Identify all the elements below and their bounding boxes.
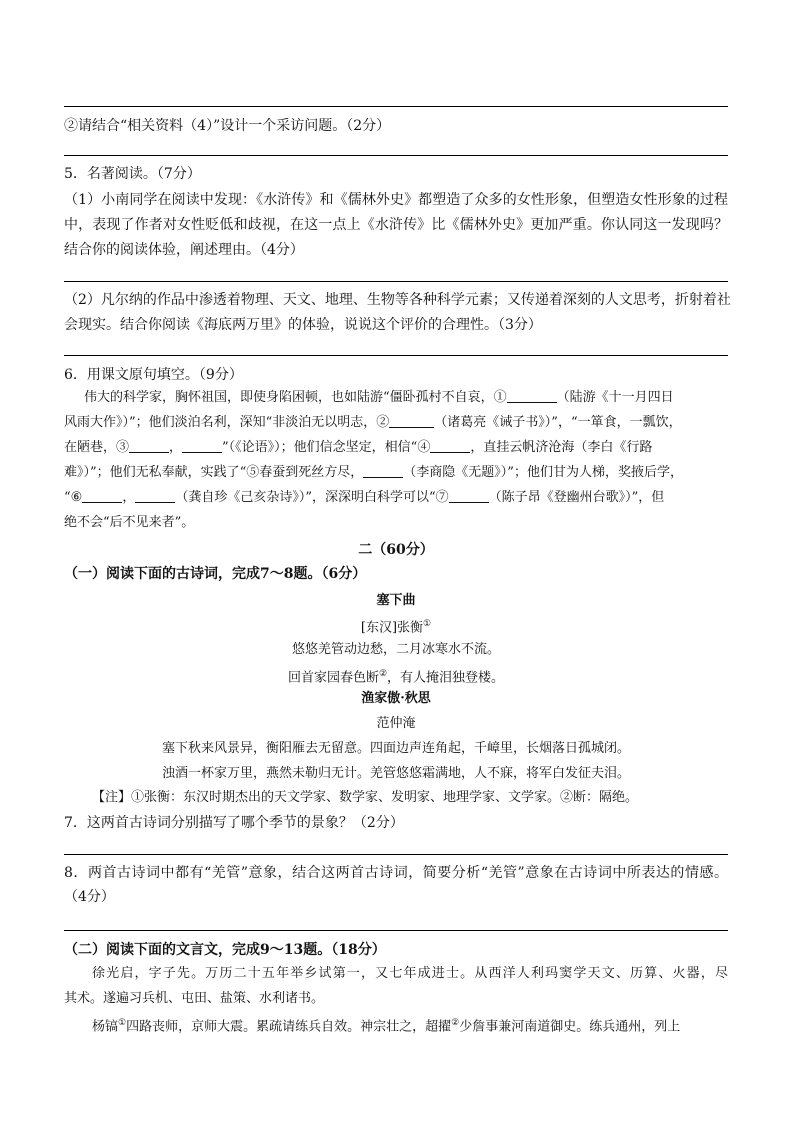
fill-blank-2[interactable] (389, 413, 434, 428)
q5-p1-line: （1）小南同学在阅读中发现：《水浒传》和《儒林外史》都塑造了众多的女性形象，但塑造女性形象的过程 (64, 192, 728, 208)
answer-line (64, 355, 728, 356)
poem-text: 回首家园春色断 (287, 670, 379, 686)
q7: 7．这两首古诗词分别描写了哪个季节的景象？（2分） (64, 815, 404, 831)
footnote-marker: ② (378, 669, 388, 679)
fill-blank-5[interactable] (363, 463, 403, 478)
answer-line (64, 106, 728, 107)
classical-text: 四路丧师，京师大震。累疏请练兵自效。神宗壮之，超擢 (126, 1019, 452, 1035)
fill-blank-3b[interactable] (182, 438, 222, 453)
poem2-line: 塞下秋来风景异，衡阳雁去无留意。四面边声连角起，千嶂里，长烟落日孤城闭。 (161, 741, 630, 756)
q6-fill-line (64, 410, 728, 435)
answer-line (64, 930, 728, 931)
footnote-marker: ① (118, 1018, 127, 1028)
q6-text: “⑥ (64, 490, 83, 505)
q8-line: （4分） (64, 889, 115, 905)
q5-title: 5．名著阅读。（7分） (64, 166, 201, 182)
classical-text: 杨镐 (92, 1019, 119, 1035)
q6-text: ”（《论语》）；他们信念坚定，相信“④ (222, 440, 431, 455)
q6-title: 6．用课文原句填空。（9分） (64, 367, 243, 383)
poem1-line: 悠悠羌管动边愁，二月冰寒水不流。 (291, 642, 500, 657)
answer-line (64, 281, 728, 282)
fill-blank-1[interactable] (507, 388, 557, 403)
q6-text: （李商隐《无题》）”；他们甘为人梯，奖掖后学， (403, 465, 683, 480)
q6-text: （陈子昂《登幽州台歌》）”，但 (488, 490, 665, 505)
answer-line (64, 155, 728, 156)
q6-fill-line (64, 460, 728, 485)
poem-text: ，有人掩泪独登楼。 (387, 670, 505, 686)
classical-text: 少詹事兼河南道御史。练兵通州，列上 (459, 1019, 681, 1035)
footnote-marker: ① (423, 619, 432, 629)
part1-heading: （一）阅读下面的古诗词，完成7～8题。（6分） (64, 566, 367, 582)
poem2-line: 浊酒一杯家万里，燕然未勒归无计。羌管悠悠霜满地，人不寐，将军白发征夫泪。 (161, 766, 630, 781)
poem2-author: 范仲淹 (376, 716, 416, 731)
q6-text: 在陋巷，③ (64, 440, 130, 455)
classical-text-line: 徐光启，字子先。万历二十五年举乡试第一，又七年成进士。从西洋人利玛窦学天文、历算、火器，尽 (92, 966, 728, 981)
q6-text: ， (122, 490, 136, 505)
q4-sub2: ②请结合“相关资料（4）”设计一个采访问题。（2分） (64, 118, 391, 134)
q5-p1-line: 结合你的阅读体验，阐述理由。（4分） (64, 242, 304, 258)
q5-p1-line: 中，表现了作者对女性贬低和歧视，在这一点上《水浒传》比《儒林外史》更加严重。你认同这一发现吗？ (64, 217, 728, 233)
q6-text: ，直挂云帆济沧海（李白《行路 (470, 440, 653, 455)
fill-blank-7[interactable] (449, 488, 489, 503)
q6-text: 难》）”；他们无私奉献，实践了“⑤春蚕到死丝方尽， (64, 465, 364, 480)
poem-author: [东汉]张衡 (360, 620, 424, 636)
footnote-marker: ② (451, 1018, 460, 1028)
q6-text: 伟大的科学家，胸怀祖国，即使身陷困顿，也如陆游“僵卧孤村不自哀，① (84, 390, 507, 405)
fill-blank-3a[interactable] (129, 438, 169, 453)
poem1-title: 塞下曲 (376, 593, 416, 608)
q6-fill-line (64, 485, 728, 510)
q6-text: （陆游《十一月四日 (556, 390, 674, 405)
q6-fill-line (64, 435, 728, 460)
poem-notes: 【注】①张衡：东汉时期杰出的天文学家、数学家、发明家、地理学家、文学家。②断：隔绝。 (92, 790, 639, 805)
q6-text: （龚自珍《己亥杂诗》）”，深深明白科学可以“⑦ (175, 490, 449, 505)
q6-fill-line (84, 385, 728, 410)
section-heading: 二（60分） (358, 542, 434, 558)
q8-line: 8．两首古诗词中都有“羌管”意象，结合这两首古诗词，简要分析“羌管”意象在古诗词中所表达的情感。 (64, 865, 728, 881)
classical-text-line (92, 1011, 728, 1039)
fill-blank-6b[interactable] (135, 488, 175, 503)
q6-text: （诸葛亮《诫子书》）”，“一箪食，一瓢饮， (434, 415, 682, 430)
fill-blank-4[interactable] (430, 438, 470, 453)
answer-line (64, 854, 728, 855)
classical-text-line: 其术。遂遍习兵机、屯田、盐策、水利诸书。 (64, 991, 325, 1006)
q6-text: 风雨大作》）”；他们淡泊名利，深知“非淡泊无以明志，② (64, 415, 390, 430)
fill-blank-6a[interactable] (82, 488, 122, 503)
q6-fill-line: 绝不会“后不见来者”。 (64, 515, 195, 530)
part2-heading: （二）阅读下面的文言文，完成9～13题。（18分） (64, 942, 386, 958)
q5-p2-line: 会现实。结合你阅读《海底两万里》的体验，说说这个评价的合理性。（3分） (64, 317, 542, 333)
q5-p2-line: （2）凡尔纳的作品中渗透着物理、天文、地理、生物等各种科学元素；又传递着深刻的人文思考，折射着社 (64, 292, 731, 308)
q6-text: ， (169, 440, 183, 455)
poem2-title: 渔家傲·秋思 (361, 691, 431, 706)
